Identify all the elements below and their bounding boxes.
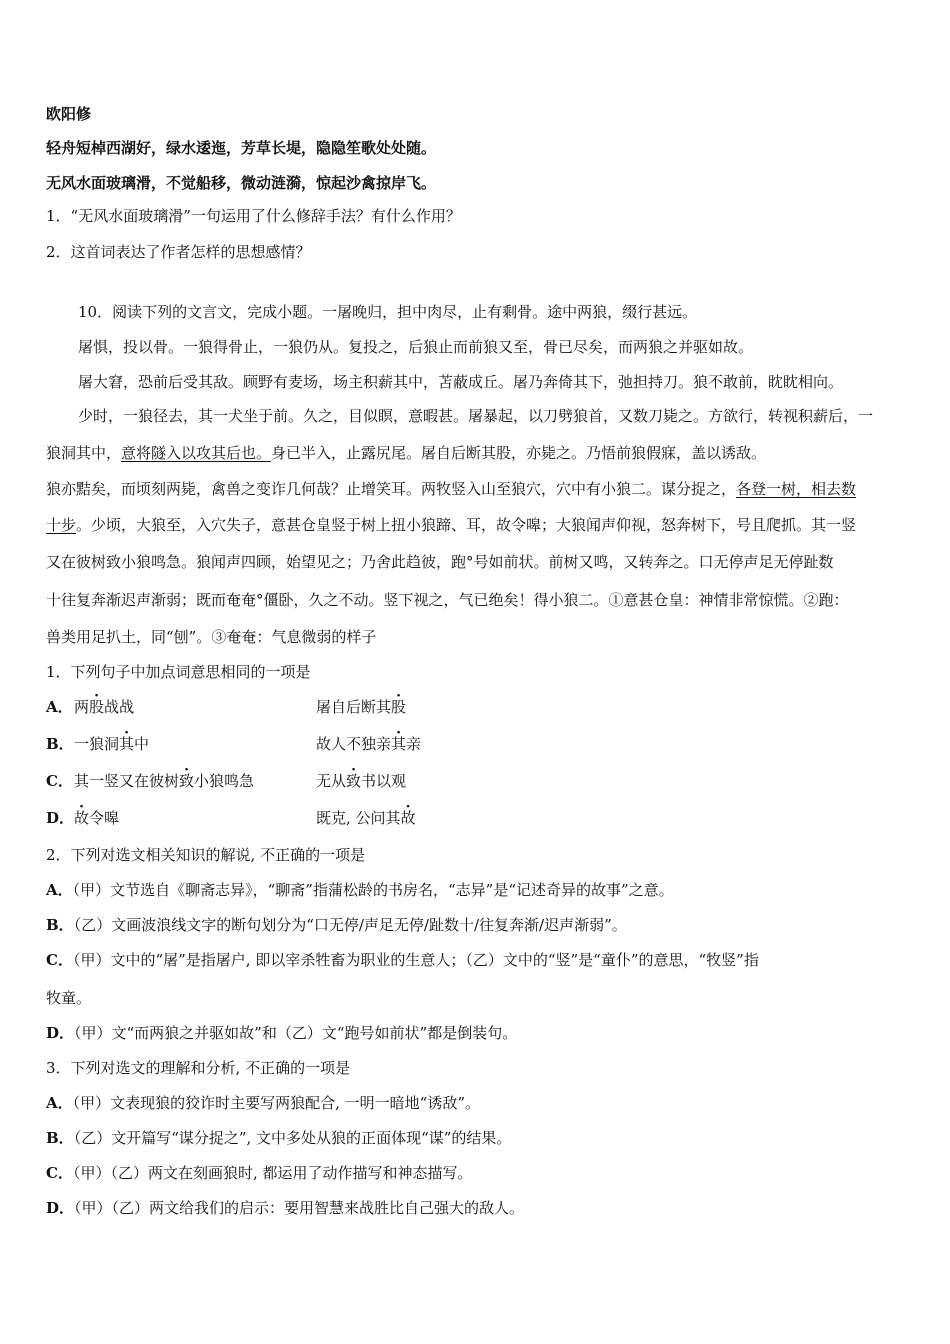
- option-label: A．: [46, 881, 73, 899]
- option-label: C．: [46, 1164, 73, 1182]
- option-left: 两股战战: [74, 698, 135, 716]
- option-text: （甲）文节选自《聊斋志异》，“聊斋”指蒲松龄的书房名，“志异”是“记述奇异的故事”之意。: [72, 881, 674, 899]
- q3-option-b: [46, 1128, 511, 1148]
- poem-question-2: 2．这首词表达了作者怎样的思想感情？: [46, 243, 311, 261]
- poem-author: 欧阳修: [46, 105, 92, 123]
- question-3-stem: 3．下列对选文的理解和分析, 不正确的一项是: [46, 1059, 351, 1077]
- option-label: B．: [46, 735, 74, 753]
- option-label: A．: [46, 1094, 73, 1112]
- option-text: （甲）（乙）两文给我们的启示：要用智慧来战胜比自己强大的敌人。: [74, 1199, 525, 1217]
- passage-text: 狼洞其中，: [46, 444, 122, 462]
- q3-option-d: [46, 1198, 524, 1218]
- option-text: （甲）（乙）两文在刻画狼时, 都运用了动作描写和神态描写。: [72, 1164, 473, 1182]
- q3-option-a: [46, 1093, 480, 1113]
- option-label: A．: [46, 698, 73, 716]
- option-text: （甲）文中的“屠”是指屠户, 即以宰杀牲畜为职业的生意人；（乙）文中的“竖”是“童仆”的意思，“牧竖”指: [72, 951, 759, 969]
- passage-text: 。少顷，大狼至，入穴失子，意甚仓皇竖于树上扭小狼蹄、耳，故令嗥；大狼闻声仰视，怒奔树下，号且爬抓。其一竖: [76, 516, 857, 534]
- option-text: （乙）文开篇写“谋分捉之”, 文中多处从狼的正面体现“谋”的结果。: [73, 1129, 512, 1147]
- q2-option-a: [46, 880, 674, 900]
- q3-option-c: [46, 1163, 473, 1183]
- poem-line-2: 无风水面玻璃滑，不觉船移，微动涟漪，惊起沙禽掠岸飞。: [46, 174, 437, 192]
- passage-intro: 10．阅读下列的文言文，完成小题。一屠晚归，担中肉尽，止有剩骨。途中两狼，缀行甚远。: [78, 303, 698, 321]
- option-text: （甲）文“而两狼之并驱如故”和（乙）文“跑号如前状”都是倒装句。: [74, 1024, 518, 1042]
- option-right: 无从致书以观: [316, 772, 407, 790]
- option-label: C．: [46, 772, 73, 790]
- option-left: 故令嗥: [74, 809, 120, 827]
- option-label: D．: [46, 809, 75, 827]
- underlined-text: 意将隧入以攻其后也。: [121, 444, 272, 462]
- q2-option-b: [46, 915, 627, 935]
- option-right: 既克, 公问其故: [316, 809, 416, 827]
- passage-paragraph: 少时，一狼径去，其一犬坐于前。久之，目似瞑，意暇甚。屠暴起，以刀劈狼首，又数刀毙之。方欲行，转视积薪后，一: [78, 407, 874, 425]
- question-2-stem: 2．下列对选文相关知识的解说, 不正确的一项是: [46, 846, 366, 864]
- passage-text: 身已半入，止露尻尾。屠自后断其股，亦毙之。乃悟前狼假寐，盖以诱敌。: [271, 444, 767, 462]
- passage-paragraph: 十往复奔渐迟声渐弱；既而奄奄°僵卧，久之不动。竖下视之，气已绝矣！得小狼二。①意甚仓皇：神情非常惊慌。②跑：: [46, 591, 849, 609]
- poem-question-1: 1．“无风水面玻璃滑”一句运用了什么修辞手法？有什么作用？: [46, 207, 461, 225]
- question-1-stem: 1．下列句子中加点词意思相同的一项是: [46, 663, 311, 681]
- option-right: 屠自后断其股: [316, 698, 407, 716]
- passage-paragraph: 屠大窘，恐前后受其敌。顾野有麦场，场主积薪其中，苫蔽成丘。屠乃奔倚其下，弛担持刀。狼不敢前，眈眈相向。: [78, 373, 844, 391]
- underlined-text: 十步: [46, 516, 77, 534]
- passage-paragraph: 又在彼树致小狼鸣急。狼闻声四顾，始望见之；乃舍此趋彼，跑°号如前状。前树又鸣，又转奔之。口无停声足无停趾数: [46, 553, 834, 571]
- passage-paragraph: [46, 515, 856, 535]
- option-text: （乙）文画波浪线文字的断句划分为“口无停/声足无停/趾数十/往复奔渐/迟声渐弱”。: [73, 916, 627, 934]
- option-label: D．: [46, 1199, 75, 1217]
- passage-paragraph: 兽类用足扒土，同“刨”。③奄奄：气息微弱的样子: [46, 628, 377, 646]
- option-left: 其一竖又在彼树致小狼鸣急: [74, 772, 255, 790]
- option-left: 一狼洞其中: [74, 735, 150, 753]
- passage-text: 狼亦黠矣，而顷刻两毙，禽兽之变诈几何哉？止增笑耳。两牧竖入山至狼穴，穴中有小狼二。谋分捉之，: [46, 480, 737, 498]
- option-text: （甲）文表现狼的狡诈时主要写两狼配合, 一明一暗地“诱敌”。: [72, 1094, 481, 1112]
- passage-paragraph: [46, 443, 766, 463]
- q2-option-d: [46, 1023, 517, 1043]
- option-label: D．: [46, 1024, 75, 1042]
- option-label: C．: [46, 951, 73, 969]
- q2-option-c-continued: 牧童。: [46, 989, 92, 1007]
- option-right: 故人不独亲其亲: [316, 735, 422, 753]
- underlined-text: 各登一树，相去数: [736, 480, 857, 498]
- option-label: B．: [46, 1129, 74, 1147]
- poem-line-1: 轻舟短棹西湖好，绿水逶迤，芳草长堤，隐隐笙歌处处随。: [46, 139, 437, 157]
- passage-paragraph: [46, 479, 856, 499]
- passage-paragraph: 屠惧，投以骨。一狼得骨止，一狼仍从。复投之，后狼止而前狼又至，骨已尽矣，而两狼之并驱如故。: [78, 338, 754, 356]
- q2-option-c: [46, 950, 759, 970]
- option-label: B．: [46, 916, 74, 934]
